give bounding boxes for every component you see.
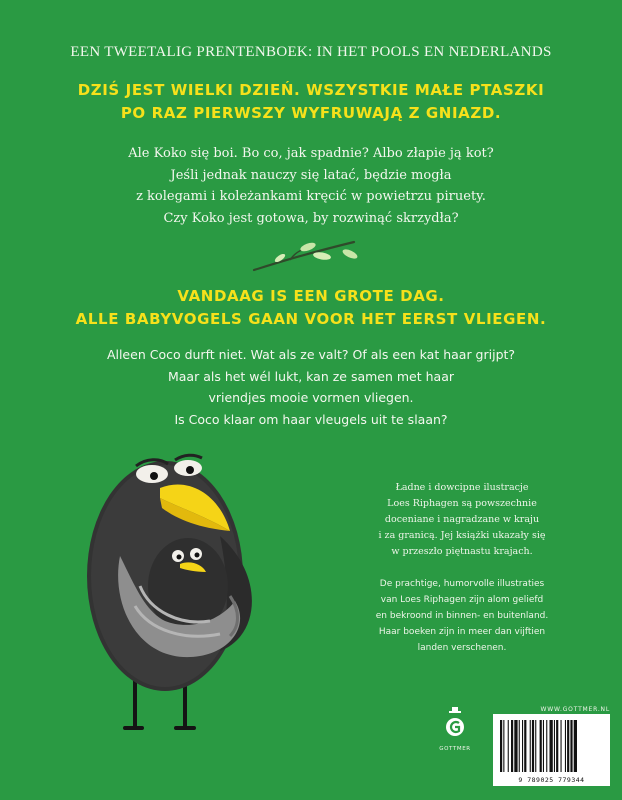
bird-illustration <box>80 436 300 736</box>
barcode-bar <box>503 720 504 772</box>
barcode-bar <box>511 720 513 772</box>
bio-line: van Loes Riphagen zijn alom geliefd <box>380 595 544 605</box>
barcode-bar <box>574 720 577 772</box>
series-title: EEN TWEETALIG PRENTENBOEK: IN HET POOLS EN NEDERLANDS <box>70 44 552 60</box>
polish-headline-line: PO RAZ PIERWSZY WYFRUWAJĄ Z GNIAZD. <box>120 104 502 122</box>
bio-line: Haar boeken zijn in meer dan vijftien <box>378 627 546 637</box>
dutch-paragraph <box>0 344 622 430</box>
publisher-url: WWW.GOTTMER.NL <box>540 706 610 713</box>
barcode-bars <box>499 720 604 772</box>
polish-paragraph-line: Ale Koko się boi. Bo co, jak spadnie? Albo złapie ją kot? <box>128 146 494 161</box>
barcode-bar <box>524 720 526 772</box>
bio-line: doceniane i nagradzane w kraju <box>384 514 540 525</box>
barcode-bar <box>530 720 531 772</box>
barcode <box>493 714 610 786</box>
bio-line: De prachtige, humorvolle illustraties <box>379 579 545 589</box>
dutch-headline <box>0 285 622 331</box>
barcode-bar <box>546 720 547 772</box>
bio-line: landen verschenen. <box>417 643 507 653</box>
twig-illustration <box>250 236 360 276</box>
publisher-logo-icon <box>445 706 465 740</box>
barcode-bar <box>565 720 566 772</box>
polish-headline-line: DZIŚ JEST WIELKI DZIEŃ. WSZYSTKIE MAŁE PTASZKI <box>77 81 545 99</box>
barcode-bar <box>550 720 553 772</box>
barcode-bar <box>519 720 520 772</box>
barcode-bar <box>508 720 509 772</box>
barcode-bar <box>500 720 502 772</box>
dutch-headline-line: VANDAAG IS EEN GROTE DAG. <box>177 287 445 305</box>
polish-headline <box>0 79 622 125</box>
barcode-bar <box>522 720 523 772</box>
dutch-paragraph-line: vriendjes mooie vormen vliegen. <box>208 390 414 405</box>
dutch-paragraph-line: Maar als het wél lukt, kan ze samen met haar <box>167 368 455 384</box>
polish-paragraph-line: z kolegami i koleżankami kręcić w powietrzu piruety. <box>136 189 486 204</box>
publisher-logo <box>431 706 479 752</box>
bio-line: w przeszło piętnastu krajach. <box>391 546 533 557</box>
illustrator-bio-polish <box>322 480 602 560</box>
bio-line: en bekroond in binnen- en buitenland. <box>375 611 549 621</box>
barcode-bar <box>554 720 555 772</box>
barcode-bar <box>543 720 544 772</box>
barcode-bar <box>514 720 517 772</box>
barcode-bar <box>532 720 534 772</box>
barcode-bar <box>567 720 569 772</box>
dutch-paragraph-line: Alleen Coco durft niet. Wat als ze valt? Of als een kat haar grijpt? <box>106 347 516 362</box>
polish-paragraph-line: Jeśli jednak nauczy się latać, będzie mogła <box>170 167 452 183</box>
illustrator-bio-dutch <box>322 576 602 656</box>
dutch-headline-line: ALLE BABYVOGELS GAAN VOOR HET EERST VLIEGEN. <box>75 310 547 328</box>
barcode-bar <box>561 720 562 772</box>
bio-line: i za granicą. Jej książki ukazały się <box>378 530 546 541</box>
barcode-bar <box>535 720 536 772</box>
barcode-bar <box>540 720 542 772</box>
polish-paragraph <box>0 143 622 229</box>
barcode-number: 9 789025 779344 <box>518 776 585 784</box>
polish-paragraph-line: Czy Koko jest gotowa, by rozwinąć skrzydła? <box>163 210 459 226</box>
barcode-bar <box>556 720 558 772</box>
dutch-paragraph-line: Is Coco klaar om haar vleugels uit te slaan? <box>174 411 448 427</box>
bio-line: Loes Riphagen są powszechnie <box>387 498 537 509</box>
bio-line: Ładne i dowcipne ilustracje <box>395 482 529 493</box>
barcode-bar <box>570 720 572 772</box>
publisher-name: GOTTMER <box>439 746 471 752</box>
